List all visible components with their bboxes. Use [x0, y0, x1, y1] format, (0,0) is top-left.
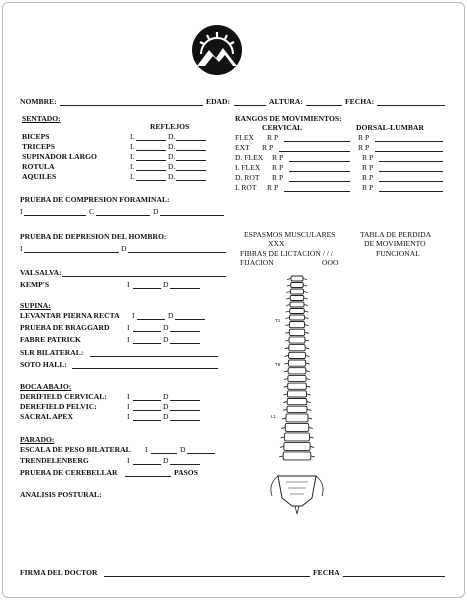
levantar-i-label: I: [132, 311, 135, 320]
vertebra-body: [289, 337, 305, 343]
i-mark: I.: [130, 142, 135, 151]
compresion-i-label: I: [20, 207, 23, 216]
d-mark: D: [163, 402, 169, 411]
dorsal-flex-field[interactable]: [375, 141, 443, 142]
vertebra-process-left: [285, 355, 289, 356]
dorsal-dflex-field[interactable]: [379, 161, 443, 162]
vertebra-body: [290, 309, 305, 314]
vertebra-body: [289, 352, 306, 358]
firma-field[interactable]: [104, 576, 310, 577]
kemps-d-field[interactable]: [170, 288, 200, 289]
i-mark: I: [127, 412, 130, 421]
vertebra-body: [290, 322, 305, 328]
trendelenberg-d-label: D: [163, 456, 169, 465]
vertebra-process-left: [281, 427, 285, 428]
vertebra-process-right: [305, 325, 309, 326]
rp-label: R P: [267, 183, 279, 192]
rango-irot: I. ROT: [235, 183, 257, 192]
i-mark: I.: [130, 152, 135, 161]
vertebra-process-right: [307, 394, 311, 395]
espasmos-line4b: OOO: [322, 258, 339, 267]
slr-field[interactable]: [90, 356, 218, 357]
derefield-pelvic-label: DEREFIELD PELVIC:: [20, 402, 97, 411]
fabre-d-field[interactable]: [170, 343, 200, 344]
d-mark: D.: [168, 152, 176, 161]
compresion-title: PRUEBA DE COMPRESION FORAMINAL:: [20, 195, 170, 204]
compresion-i-field[interactable]: [24, 215, 86, 216]
vertebra-body: [284, 442, 310, 450]
reflejo-biceps: BICEPS: [22, 132, 50, 141]
vertebra-process-left: [284, 363, 288, 364]
levantar-d-label: D: [168, 311, 174, 320]
compresion-d-field[interactable]: [160, 215, 224, 216]
braggard-label: PRUEBA DE BRAGGARD: [20, 323, 110, 332]
escala-label: ESCALA DE PESO BILATERAL: [20, 445, 131, 454]
pasos-label: PASOS: [174, 468, 198, 477]
vertebra-body: [288, 360, 305, 366]
analisis-postural-label: ANALISIS POSTURAL:: [20, 490, 102, 499]
vertebra-body: [291, 283, 304, 288]
rp-label: R P: [262, 143, 274, 152]
supinador-d-field[interactable]: [176, 160, 206, 161]
tabla-line1: TABLA DE PERDIDA: [360, 230, 432, 239]
d-mark: D.: [168, 162, 176, 171]
supina-title: SUPINA:: [20, 301, 51, 310]
kemps-i-field[interactable]: [133, 288, 161, 289]
vertebra-body: [290, 296, 304, 301]
vertebra-process-left: [283, 402, 287, 403]
vertebra-process-left: [287, 279, 291, 280]
vertebra-process-left: [286, 318, 290, 319]
cervical-iflex-field[interactable]: [289, 171, 350, 172]
fecha-field[interactable]: [377, 105, 445, 106]
vertebra-process-left: [285, 340, 289, 341]
rp-label: R P: [272, 163, 284, 172]
vertebra-process-right: [306, 379, 310, 380]
vertebra-process-right: [308, 418, 312, 419]
vertebra-process-left: [279, 456, 283, 457]
vertebra-process-left: [285, 348, 289, 349]
depresion-i-label: I: [20, 244, 23, 253]
rango-dflex: D. FLEX: [235, 153, 264, 162]
i-mark: I.: [130, 162, 135, 171]
levantar-i-field[interactable]: [137, 319, 165, 320]
escala-i-label: I: [145, 445, 148, 454]
cerebellar-field[interactable]: [125, 476, 171, 477]
cervical-header: CERVICAL: [262, 123, 303, 132]
vertebra-process-left: [287, 292, 291, 293]
fecha-label: FECHA:: [345, 97, 375, 106]
reflejos-title: REFLEJOS: [150, 122, 190, 131]
escala-d-field[interactable]: [187, 453, 215, 454]
rango-drot: D. ROT: [235, 173, 260, 182]
boca-abajo-title: BOCA ABAJO:: [20, 382, 72, 391]
vertebra-process-right: [310, 446, 314, 447]
vertebra-process-right: [306, 386, 310, 387]
triceps-d-field[interactable]: [176, 150, 206, 151]
spine-label-l1: L1: [271, 414, 277, 419]
footer-fecha-label: FECHA: [313, 568, 340, 577]
rp-label: R P: [358, 143, 370, 152]
i-mark: I: [127, 392, 130, 401]
vertebra-process-left: [286, 298, 290, 299]
espasmos-line4: FIJACION: [240, 258, 274, 267]
vertebra-process-right: [309, 437, 313, 438]
braggard-i-field[interactable]: [133, 331, 161, 332]
d-mark: D.: [168, 172, 176, 181]
vertebra-process-right: [304, 292, 308, 293]
dorsal-irot-field[interactable]: [379, 191, 443, 192]
derefield-pelvic-i-field[interactable]: [133, 410, 161, 411]
rp-label: R P: [272, 153, 284, 162]
rotula-i-field[interactable]: [136, 170, 166, 171]
reflejo-triceps: TRICEPS: [22, 142, 55, 151]
vertebra-body: [285, 423, 308, 431]
vertebra-process-left: [286, 311, 290, 312]
vertebra-process-left: [282, 418, 286, 419]
edad-label: EDAD:: [206, 97, 231, 106]
triceps-i-field[interactable]: [136, 150, 166, 151]
vertebra-body: [283, 452, 311, 460]
escala-d-label: D: [180, 445, 186, 454]
aquiles-i-field[interactable]: [136, 180, 166, 181]
vertebra-body: [286, 414, 308, 422]
vertebra-process-right: [307, 402, 311, 403]
braggard-d-label: D: [163, 323, 169, 332]
d-mark: D: [163, 392, 169, 401]
dorsal-ext-field[interactable]: [375, 151, 443, 152]
valsalva-field[interactable]: [62, 276, 226, 277]
trendelenberg-i-label: I: [127, 456, 130, 465]
biceps-d-field[interactable]: [176, 140, 206, 141]
rotula-d-field[interactable]: [176, 170, 206, 171]
fabre-d-label: D: [163, 335, 169, 344]
vertebra-body: [290, 315, 305, 320]
reflejo-supinador: SUPINADOR LARGO: [22, 152, 97, 161]
vertebra-body: [289, 345, 305, 351]
vertebra-body: [290, 302, 304, 307]
spine-diagram: [262, 272, 332, 516]
mountain-sun-logo: [191, 24, 243, 76]
i-mark: I: [127, 402, 130, 411]
d-mark: D: [163, 412, 169, 421]
espasmos-line3: FIBRAS DE LICTACION / / /: [240, 249, 333, 258]
braggard-i-label: I: [127, 323, 130, 332]
vertebra-process-right: [307, 409, 311, 410]
vertebra-process-left: [284, 371, 288, 372]
vertebra-body: [287, 406, 307, 412]
vertebra-process-right: [303, 279, 307, 280]
vertebra-process-right: [306, 363, 310, 364]
altura-label: ALTURA:: [269, 97, 303, 106]
espasmos-line1: ESPASMOS MUSCULARES: [244, 230, 336, 239]
soto-field[interactable]: [72, 368, 218, 369]
derefield-pelvic-d-field[interactable]: [170, 410, 200, 411]
dorsal-drot-field[interactable]: [379, 181, 443, 182]
vertebra-process-right: [304, 305, 308, 306]
sacral-apex-label: SACRAL APEX: [20, 412, 73, 421]
footer-fecha-field[interactable]: [343, 576, 445, 577]
vertebra-body: [291, 289, 304, 294]
sacral-apex-d-field[interactable]: [170, 420, 200, 421]
d-mark: D.: [168, 132, 176, 141]
vertebra-process-left: [283, 394, 287, 395]
vertebra-body: [289, 329, 304, 335]
levantar-label: LEVANTAR PIERNA RECTA: [20, 311, 120, 320]
kemps-label: KEMP'S: [20, 280, 50, 289]
vertebra-process-left: [284, 379, 288, 380]
vertebra-process-right: [305, 340, 309, 341]
depresion-d-field[interactable]: [128, 252, 226, 253]
i-mark: I.: [130, 172, 135, 181]
vertebra-body: [285, 433, 310, 441]
vertebra-process-right: [305, 332, 309, 333]
vertebra-process-left: [286, 305, 290, 306]
supinador-i-field[interactable]: [136, 160, 166, 161]
vertebra-process-left: [284, 386, 288, 387]
reflejo-rotula: ROTULA: [22, 162, 55, 171]
vertebra-process-left: [283, 409, 287, 410]
cervical-drot-field[interactable]: [289, 181, 350, 182]
parado-title: PARADO:: [20, 435, 55, 444]
trendelenberg-d-field[interactable]: [170, 464, 200, 465]
rp-label: R P: [267, 133, 279, 142]
sentado-title: SENTADO:: [22, 114, 61, 123]
escala-i-field[interactable]: [151, 453, 177, 454]
nombre-label: NOMBRE:: [20, 97, 57, 106]
fabre-i-label: I: [127, 335, 130, 344]
depresion-title: PRUEBA DE DEPRESION DEL HOMBRO:: [20, 232, 167, 241]
vertebra-process-right: [304, 298, 308, 299]
edad-field[interactable]: [234, 105, 266, 106]
vertebra-body: [288, 383, 307, 389]
biceps-i-field[interactable]: [136, 140, 166, 141]
rango-ext: EXT: [235, 143, 250, 152]
vertebra-body: [291, 276, 303, 281]
reflejo-aquiles: AQUILES: [22, 172, 57, 181]
cervical-irot-field[interactable]: [284, 191, 350, 192]
vertebra-process-right: [305, 318, 309, 319]
fabre-i-field[interactable]: [133, 343, 161, 344]
vertebra-process-left: [281, 437, 285, 438]
derifield-cervical-d-field[interactable]: [170, 400, 200, 401]
rangos-title: RANGOS DE MOVIMIENTOS:: [235, 114, 342, 123]
vertebra-body: [287, 391, 306, 397]
vertebra-body: [288, 375, 306, 381]
cervical-dflex-field[interactable]: [289, 161, 350, 162]
valsalva-label: VALSALVA:: [20, 268, 62, 277]
rango-flex: FLEX: [235, 133, 254, 142]
firma-label: FIRMA DEL DOCTOR: [20, 568, 98, 577]
rp-label: R P: [362, 183, 374, 192]
nombre-field[interactable]: [60, 105, 203, 106]
compresion-c-field[interactable]: [96, 215, 150, 216]
cerebellar-label: PRUEBA DE CEREBELLAR: [20, 468, 118, 477]
vertebra-process-right: [309, 427, 313, 428]
rp-label: R P: [272, 173, 284, 182]
kemps-d-label: D: [163, 280, 169, 289]
altura-field[interactable]: [306, 105, 342, 106]
compresion-c-label: C: [89, 207, 95, 216]
compresion-d-label: D: [153, 207, 159, 216]
dorsal-header: DORSAL-LUMBAR: [356, 123, 424, 132]
derifield-cervical-label: DERIFIELD CERVICAL:: [20, 392, 107, 401]
vertebra-body: [288, 368, 306, 374]
cervical-ext-field[interactable]: [279, 151, 350, 152]
vertebra-process-right: [303, 285, 307, 286]
depresion-i-field[interactable]: [24, 252, 119, 253]
aquiles-d-field[interactable]: [176, 180, 206, 181]
rp-label: R P: [362, 153, 374, 162]
vertebra-process-left: [287, 285, 291, 286]
vertebra-process-right: [305, 355, 309, 356]
kemps-i-label: I: [127, 280, 130, 289]
vertebra-process-right: [304, 311, 308, 312]
espasmos-line2: XXX: [268, 239, 285, 248]
vertebra-body: [287, 399, 307, 405]
slr-label: SLR BILATERAL:: [20, 348, 84, 357]
trendelenberg-label: TRENDELENBERG: [20, 456, 89, 465]
levantar-d-field[interactable]: [175, 319, 205, 320]
trendelenberg-i-field[interactable]: [133, 464, 161, 465]
tabla-line2: DE MOVIMIENTO: [364, 239, 426, 248]
d-mark: D.: [168, 142, 176, 151]
tabla-line3: FUNCIONAL: [376, 249, 420, 258]
rp-label: R P: [358, 133, 370, 142]
vertebra-process-left: [285, 332, 289, 333]
cervical-flex-field[interactable]: [284, 141, 350, 142]
spine-label-t1: T1: [275, 318, 281, 323]
derifield-cervical-i-field[interactable]: [133, 400, 161, 401]
braggard-d-field[interactable]: [170, 331, 200, 332]
rango-iflex: I. FLEX: [235, 163, 261, 172]
dorsal-iflex-field[interactable]: [379, 171, 443, 172]
vertebra-process-right: [311, 456, 315, 457]
vertebra-process-right: [305, 348, 309, 349]
depresion-d-label: D: [121, 244, 127, 253]
sacral-apex-i-field[interactable]: [133, 420, 161, 421]
soto-label: SOTO HALL:: [20, 360, 67, 369]
i-mark: I.: [130, 132, 135, 141]
vertebra-process-left: [280, 446, 284, 447]
page-frame: [2, 2, 465, 598]
fabre-label: FABRE PATRICK: [20, 335, 81, 344]
rp-label: R P: [362, 163, 374, 172]
vertebra-process-left: [286, 325, 290, 326]
rp-label: R P: [362, 173, 374, 182]
spine-label-t6: T6: [275, 362, 281, 367]
vertebra-process-right: [306, 371, 310, 372]
